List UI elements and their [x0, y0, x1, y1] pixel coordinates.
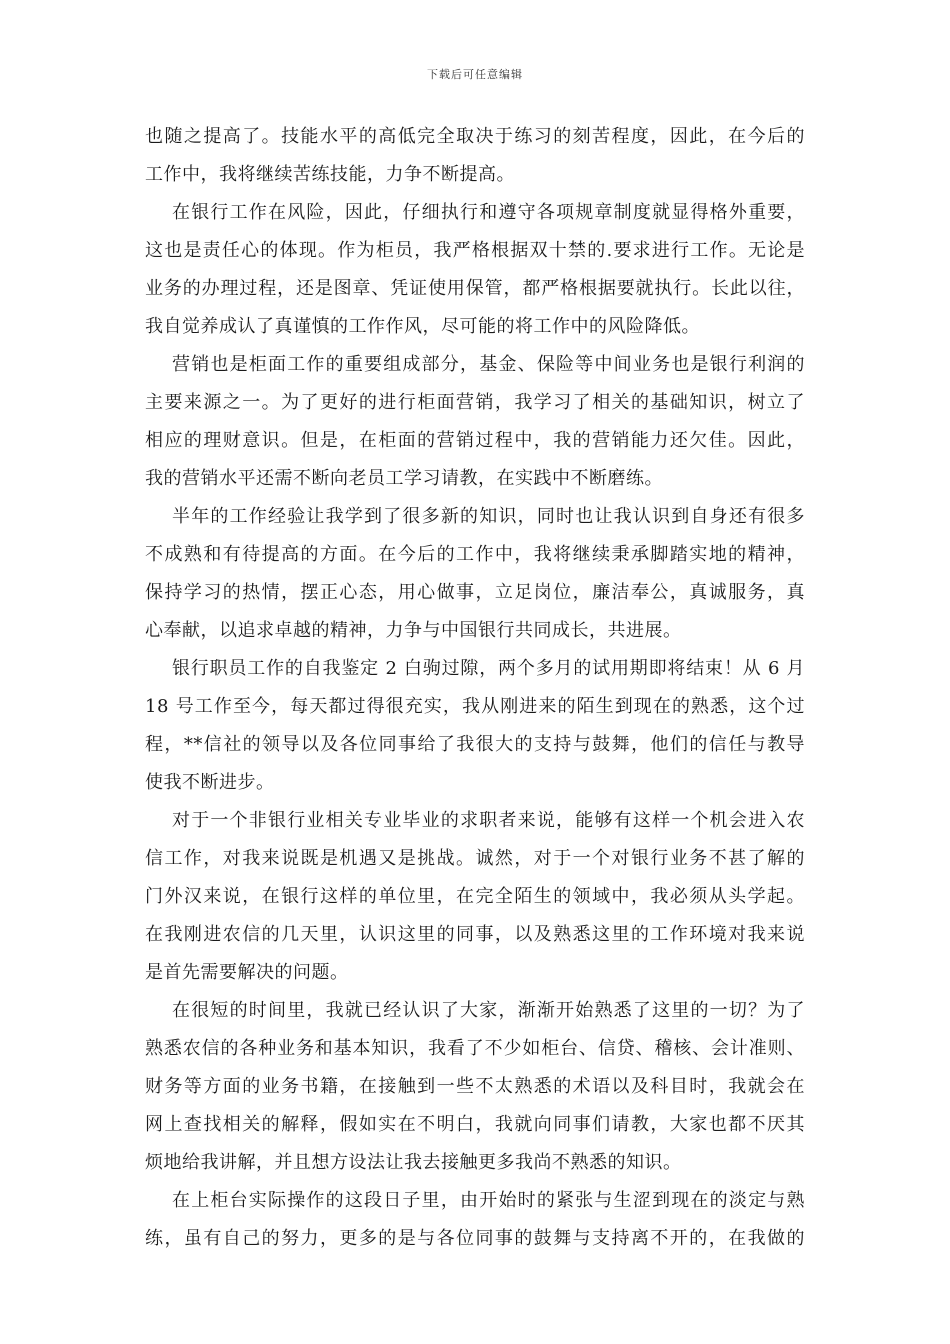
text-line: 练，虽有自己的努力，更多的是与各位同事的鼓舞与支持离不开的，在我做的 [145, 1228, 805, 1249]
text-line: 银行职员工作的自我鉴定 2 白驹过隙，两个多月的试用期即将结束！从 6 月 [172, 658, 805, 679]
text-line: 业务的办理过程，还是图章、凭证使用保管，都严格根据要就执行。长此以往， [145, 278, 805, 299]
text-line: 信工作，对我来说既是机遇又是挑战。诚然，对于一个对银行业务不甚了解的 [145, 848, 805, 869]
text-line: 营销也是柜面工作的重要组成部分，基金、保险等中间业务也是银行利润的 [172, 354, 805, 375]
text-line: 是首先需要解决的问题。 [145, 962, 349, 983]
text-line: 我自觉养成认了真谨慎的工作作风，尽可能的将工作中的风险降低。 [145, 316, 700, 337]
text-line: 在我刚进农信的几天里，认识这里的同事，以及熟悉这里的工作环境对我来说 [145, 924, 805, 945]
text-line: 门外汉来说，在银行这样的单位里，在完全陌生的领域中，我必须从头学起。 [145, 886, 805, 907]
text-line: 使我不断进步。 [145, 772, 275, 793]
text-line: 网上查找相关的解释，假如实在不明白，我就向同事们请教，大家也都不厌其 [145, 1114, 805, 1135]
text-line: 财务等方面的业务书籍，在接触到一些不太熟悉的术语以及科目时，我就会在 [145, 1076, 805, 1097]
text-line: 相应的理财意识。但是，在柜面的营销过程中，我的营销能力还欠佳。因此， [145, 430, 805, 451]
page-header: 下载后可任意编辑 [427, 68, 523, 81]
text-line: 熟悉农信的各种业务和基本知识，我看了不少如柜台、信贷、稽核、会计准则、 [145, 1038, 805, 1059]
text-line: 保持学习的热情，摆正心态，用心做事，立足岗位，廉洁奉公，真诚服务，真 [145, 582, 805, 603]
text-line: 在上柜台实际操作的这段日子里，由开始时的紧张与生涩到现在的淡定与熟 [172, 1190, 805, 1211]
text-line: 在银行工作在风险，因此，仔细执行和遵守各项规章制度就显得格外重要， [172, 202, 805, 223]
text-line: 这也是责任心的体现。作为柜员，我严格根据双十禁的.要求进行工作。无论是 [145, 240, 805, 261]
text-line: 半年的工作经验让我学到了很多新的知识，同时也让我认识到自身还有很多 [172, 506, 805, 527]
text-line: 我的营销水平还需不断向老员工学习请教，在实践中不断磨练。 [145, 468, 663, 489]
document-body [145, 118, 805, 1258]
text-line: 主要来源之一。为了更好的进行柜面营销，我学习了相关的基础知识，树立了 [145, 392, 805, 413]
text-line: 工作中，我将继续苦练技能，力争不断提高。 [145, 164, 515, 185]
text-line: 对于一个非银行业相关专业毕业的求职者来说，能够有这样一个机会进入农 [172, 810, 805, 831]
text-line: 也随之提高了。技能水平的高低完全取决于练习的刻苦程度，因此，在今后的 [145, 126, 805, 147]
text-line: 心奉献，以追求卓越的精神，力争与中国银行共同成长，共进展。 [145, 620, 682, 641]
text-line: 烦地给我讲解，并且想方设法让我去接触更多我尚不熟悉的知识。 [145, 1152, 682, 1173]
text-line: 程，**信社的领导以及各位同事给了我很大的支持与鼓舞，他们的信任与教导 [145, 734, 805, 755]
text-line: 在很短的时间里，我就已经认识了大家，渐渐开始熟悉了这里的一切？为了 [172, 1000, 805, 1021]
text-line: 18 号工作至今，每天都过得很充实，我从刚进来的陌生到现在的熟悉，这个过 [145, 696, 805, 717]
text-line: 不成熟和有待提高的方面。在今后的工作中，我将继续秉承脚踏实地的精神， [145, 544, 805, 565]
